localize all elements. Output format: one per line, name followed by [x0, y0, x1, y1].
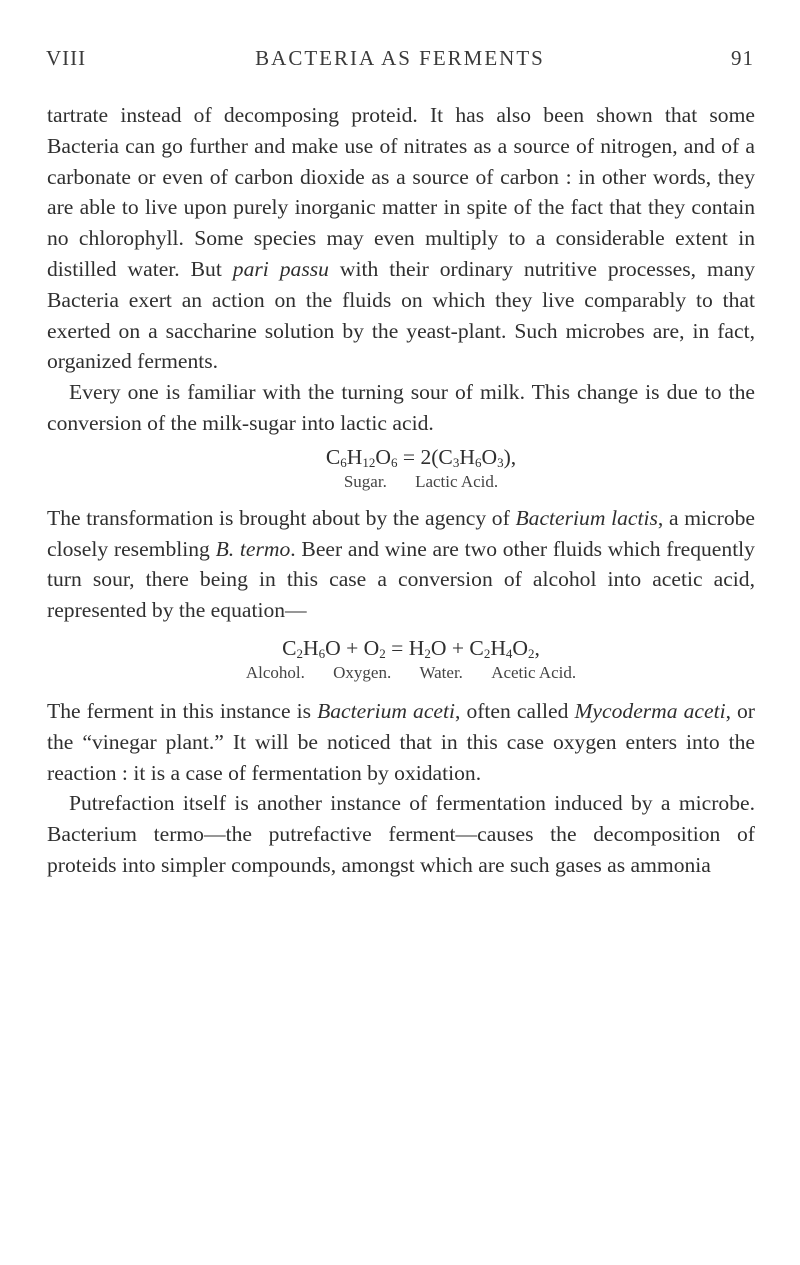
- label-lactic-acid: Lactic Acid.: [415, 471, 499, 491]
- equation-lactic-labels: [87, 471, 755, 493]
- label-alcohol: Alcohol.: [245, 662, 305, 682]
- paragraph-4-text-a: The ferment in this instance is: [47, 698, 318, 723]
- label-acetic-acid: Acetic Acid.: [491, 662, 577, 682]
- paragraph-1-text-b: with their ordinary nutritive processes, many Bacteria exert an action on the fluids on which they live comparably to that exerted on a saccharine solution by the yeast-plant. Such microbes are, in fact, organized ferments.: [47, 256, 755, 374]
- paragraph-4-text-c: , or the “vinegar plant.” It will be noticed that in this case oxygen enters into the reaction : it is a case of fermentation by oxidation.: [47, 698, 755, 785]
- paragraph-3-text-a: The transformation is brought about by the agency of: [47, 505, 516, 530]
- paragraph-2: Every one is familiar with the turning sour of milk. This change is due to the conversion of the milk-sugar into lactic acid.: [47, 380, 755, 435]
- paragraph-4-italic-1: Bacterium aceti: [317, 698, 456, 723]
- label-oxygen: Oxygen.: [333, 662, 392, 682]
- paragraph-4-text-b: , often called: [455, 698, 575, 723]
- body-text: [47, 100, 755, 881]
- paragraph-3-text-b: , a microbe closely resembling: [47, 505, 755, 561]
- paragraph-3-text-c: . Beer and wine are two other fluids which frequently turn sour, there being in this case a conversion of alcohol into acetic acid, represented by the equation—: [47, 536, 755, 623]
- paragraph-1-text-a: tartrate instead of decomposing proteid. It has also been shown that some Bacteria can go further and make use of nitrates as a source of nitrogen, and of a carbonate or even of carbon dioxide as a source of carbon : in other words, they are able to live upon purely inorganic matter in spite of the fact that they contain no chlorophyll. Some species may even multiply to a considerable extent in distilled water. But: [47, 103, 755, 281]
- paragraph-3: [47, 503, 755, 626]
- paragraph-3-italic-2: B. termo: [215, 536, 291, 561]
- equation-acetic: [47, 634, 755, 684]
- equation-acetic-labels: [67, 662, 755, 684]
- paragraph-3-italic-1: Bacterium lactis: [515, 505, 658, 530]
- equation-lactic: [47, 443, 755, 493]
- paragraph-1: [47, 100, 755, 377]
- paragraph-5: Putrefaction itself is another instance of fermentation induced by a microbe. Bacterium termo—the putrefactive ferment—causes the decomposition of proteids into simpler compounds, amongst which are such gases as ammonia: [47, 791, 755, 877]
- label-water: Water.: [419, 662, 463, 682]
- chapter-number: VIII: [46, 46, 87, 70]
- running-title: BACTERIA AS FERMENTS: [255, 46, 545, 70]
- paragraph-1-italic: pari passu: [232, 256, 329, 281]
- paragraph-4-italic-2: Mycoderma aceti: [574, 698, 726, 723]
- equation-lactic-formula: $C_6H_{12}O_6 = 2(C_3H_6O_3)$,: [325, 444, 517, 470]
- equation-acetic-formula: $C_2H_6O + O_2 = H_2O + C_2H_4O_2$,: [282, 635, 540, 661]
- page-number: 91: [731, 46, 754, 70]
- paragraph-4: [47, 696, 755, 788]
- label-sugar: Sugar.: [343, 471, 387, 491]
